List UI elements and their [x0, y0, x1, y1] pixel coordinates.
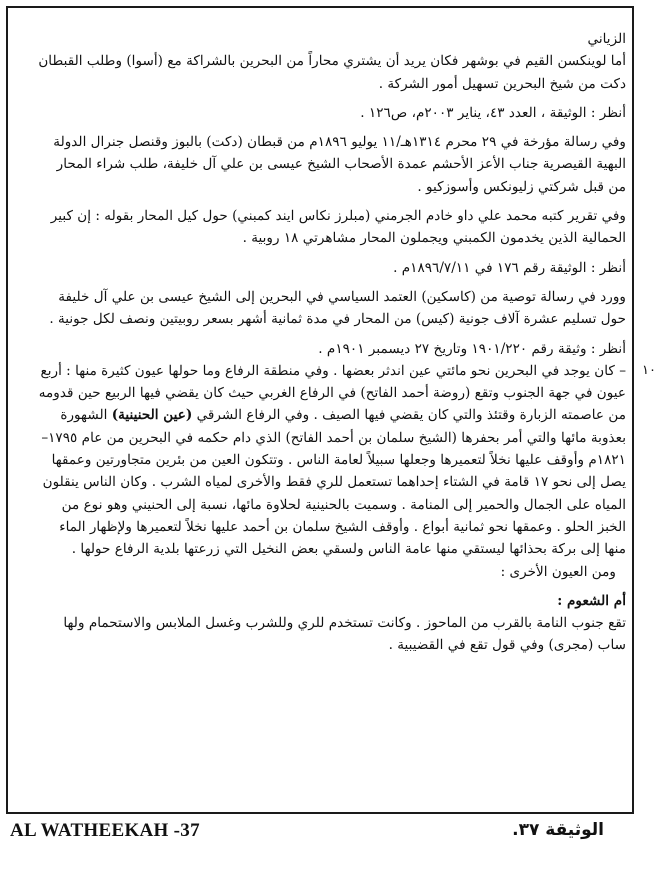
footer-title-arabic: الوثيقة ٣٧. [512, 820, 604, 840]
footer-title-english: AL WATHEEKAH -37 [10, 820, 200, 841]
paragraph: وفي رسالة مؤرخة في ٢٩ محرم ١٣١٤هـ/١١ يوليو ١٨٩٦م من قبطان (دكت) بالبوز وقنصل جنرال الدولة البهية القيصرية جناب الأعز الأحشم عمدة الأصحاب الشيخ عيسى بن علي آل خليفة، طلب شراء المحار من قبل شركتي زليونكس وأسوزكيو . [53, 134, 626, 195]
paragraph: تقع جنوب النامة بالقرب من الماحوز . وكانت تستخدم للري وللشرب وغسل الملابس والاستحمام ولها ساب (مجرى) وفي قول تقع في القضيبية . [63, 615, 626, 654]
paragraph: ومن العيون الأخرى : [500, 563, 616, 580]
paragraph: وورد في رسالة توصية من (كاسكين) العتمد السياسي في البحرين إلى الشيخ عيسى بن علي آل خليفة حول تسليم عشرة آلاف جونية (كيس) من المحار في مدة ثمانية أشهر بسعر روبيتين ونصف لكل جونية . [49, 288, 626, 328]
reference-line: أنظر : وثيقة رقم ١٩٠١/٢٢٠ وتاريخ ٢٧ ديسمبر ١٩٠١م . [318, 340, 626, 357]
document-body [36, 28, 656, 657]
section-heading: أم الشعوم : [557, 592, 626, 609]
highlighted-term: (عين الحنينية) [111, 407, 193, 424]
note-number: ١٠ [642, 362, 656, 378]
reference-line: أنظر : الوثيقة ، العدد ٤٣، يناير ٢٠٠٣م، ص١٢٦ . [360, 104, 626, 121]
paragraph: أما لوينكسن القيم في بوشهر فكان يريد أن يشتري محاراً من البحرين بالشراكة مع (أسوا) وطلب القبطان دكت من شيخ البحرين تسهيل أمور الشركة . [38, 53, 626, 92]
note-text: – كان يوجد في البحرين نحو مائتي عين اندثر بعضها . وفي منطقة الرفاع وما حولها عيون كثيرة منها : أربع عيون في جهة الجنوب وتقع (روضة أحمد الفاتح) في الرفاع الغربي حيث كان يقضي فيها الربيع حين قدومه من عاصمته الزبارة وقتئذ والتي كان يقضي فيها الصيف . وفي الرفاع الشرقي [38, 362, 626, 424]
reference-line: أنظر : الوثيقة رقم ١٧٦ في ١٨٩٦/٧/١١م . [393, 259, 626, 276]
page-footer [6, 818, 634, 844]
numbered-note [36, 360, 656, 561]
paragraph: الزياني [587, 31, 626, 47]
paragraph: وفي تقرير كتبه محمد علي داو خادم الجرمني (مبلرز نكاس ايند كمبني) حول كيل المحار بقوله : إن كبير الحمالية الذين يخدمون الكمبني ويجملون المحار مشاهرتي ١٨ روبية . [50, 208, 626, 247]
note-text-continued: الشهورة بعذوبة مائها والتي أمر بحفرها (الشيخ سلمان بن أحمد الفاتح) الذي دام حكمه في البحرين من عام ١٧٩٥–١٨٢١م وأوقف عليها نخلاً لتعميرها وجعلها سبيلاً لعامة الناس . وتتكون العين من بئرين متجاورتين وعمقها يصل إلى نحو ١٧ قامة في الشتاء إحداهما تستعمل للري فقط والأخرى لمياه الشرب . وكان الناس ينقلون المياه على الجمال والحمير إلى المنامة . وسميت بالحنينية لحلاوة مائها، نسبة إلى الحنيني وهو نوع من الخبز الحلو . وعمقها نحو ثمانية أبواع . وأوقف الشيخ سلمان بن أحمد عليها نخلاً لتعميرها ولإظهار الماء منها إلى بركة بحذائها ليستقي منها عامة الناس ولسقي بعض النخيل التي زرعتها بلدية الرفاع حولها . [41, 407, 626, 558]
